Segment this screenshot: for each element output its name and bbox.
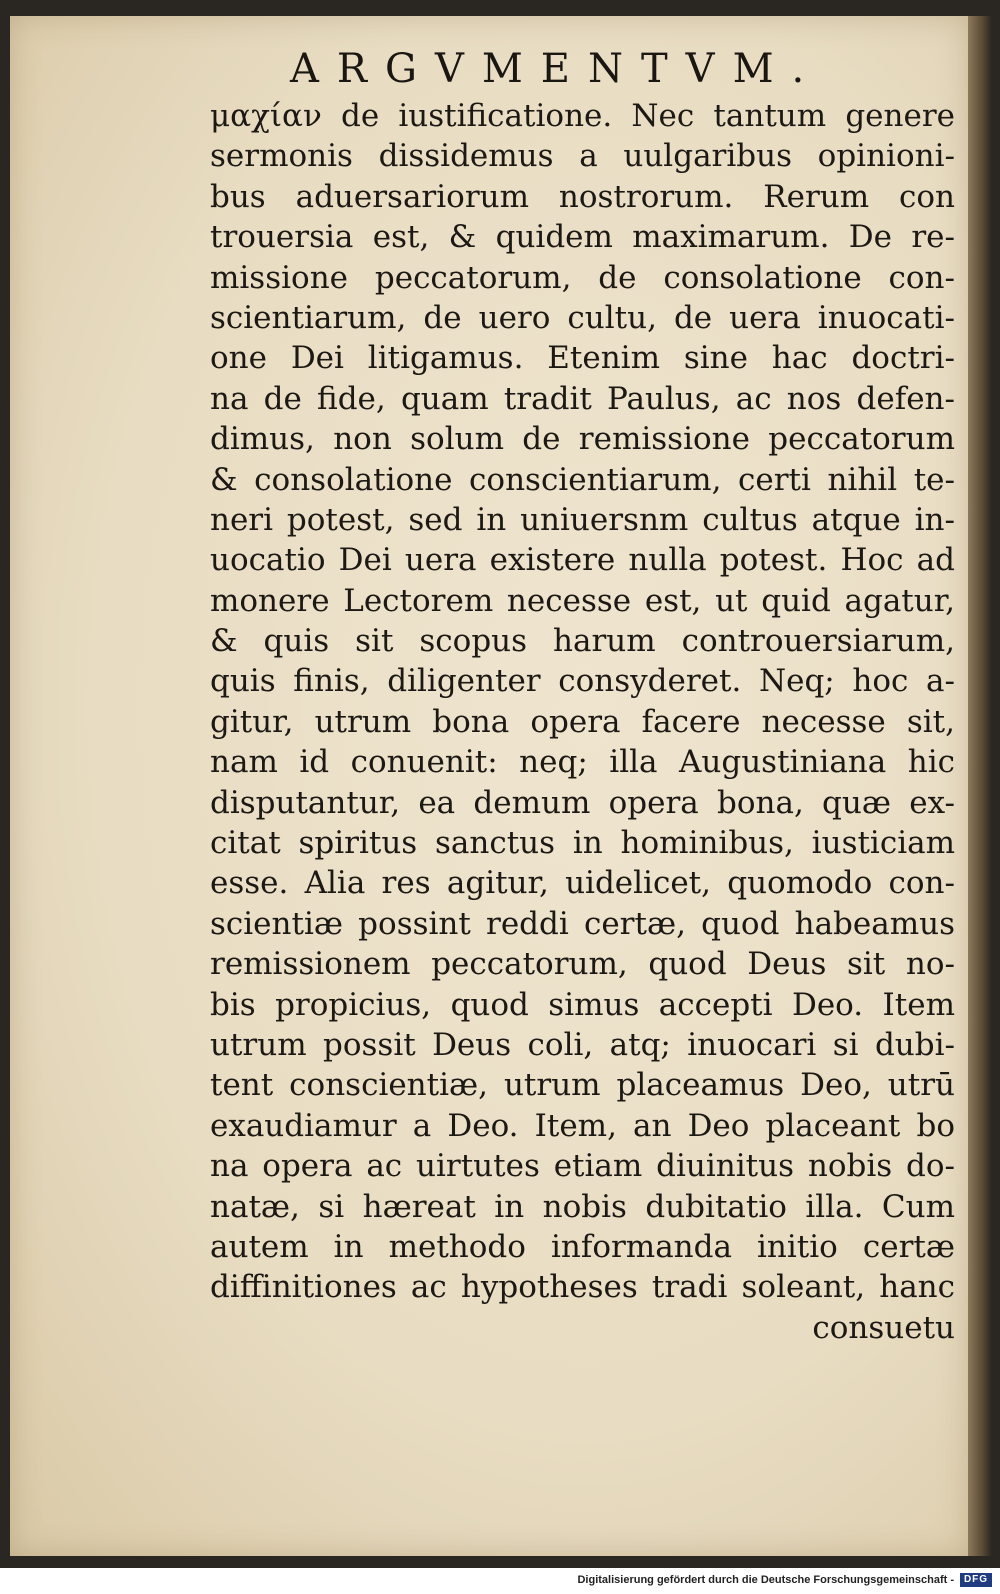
catchword: consuetu [812, 1309, 955, 1346]
text-line: one Dei litigamus. Etenim sine hac doctri- [210, 340, 955, 377]
text-line: citat spiritus sanctus in hominibus, iusticiam [210, 825, 955, 862]
text-line: & consolatione conscientiarum, certi nihil te- [210, 461, 955, 498]
text-line: autem in methodo informanda initio certæ [210, 1228, 955, 1265]
text-line: missione peccatorum, de consolatione con- [210, 259, 955, 296]
text-line: bis propicius, quod simus accepti Deo. Item [210, 986, 955, 1023]
text-line: bus aduersariorum nostrorum. Rerum con [210, 178, 955, 215]
text-line: μαχίαν de iustificatione. Nec tantum genere [210, 98, 955, 134]
text-line: diffinitiones ac hypotheses tradi soleant, hanc [210, 1269, 955, 1306]
text-line: disputantur, ea demum opera bona, quæ ex- [210, 784, 955, 821]
running-heading: ARGVMENTVM. [290, 46, 823, 92]
text-line: scientiæ possint reddi certæ, quod habeamus [210, 905, 955, 942]
text-line: na de fide, quam tradit Paulus, ac nos defen- [210, 380, 955, 417]
body-text [210, 96, 955, 1348]
text-line: nam id conuenit: neq; illa Augustiniana hic [210, 744, 955, 781]
text-line: natæ, si hæreat in nobis dubitatio illa. Cum [210, 1188, 955, 1225]
dfg-logo: DFG [960, 1573, 992, 1587]
text-line: & quis sit scopus harum controuersiarum, [210, 623, 955, 660]
text-line: esse. Alia res agitur, uidelicet, quomodo con- [210, 865, 955, 902]
text-line: gitur, utrum bona opera facere necesse sit, [210, 703, 955, 740]
text-line: monere Lectorem necesse est, ut quid agatur, [210, 582, 955, 619]
text-line: utrum possit Deus coli, atq; inuocari si dubi- [210, 1026, 955, 1063]
text-line: exaudiamur a Deo. Item, an Deo placeant bo [210, 1107, 955, 1144]
text-line: neri potest, sed in uniuersnm cultus atque in- [210, 501, 955, 538]
text-line: tent conscientiæ, utrum placeamus Deo, utrū [210, 1067, 955, 1104]
text-line: scientiarum, de uero cultu, de uera inuocati- [210, 299, 955, 336]
text-line: na opera ac uirtutes etiam diuinitus nobis do- [210, 1148, 955, 1185]
text-line: sermonis dissidemus a uulgaribus opinioni- [210, 138, 955, 175]
text-line: uocatio Dei uera existere nulla potest. Hoc ad [210, 542, 955, 579]
text-line: quis finis, diligenter consyderet. Neq; hoc a- [210, 663, 955, 700]
funding-credit: Digitalisierung gefördert durch die Deutsche Forschungsgemeinschaft - [577, 1574, 954, 1586]
page-edge [968, 16, 992, 1556]
text-line: remissionem peccatorum, quod Deus sit no- [210, 946, 955, 983]
text-line: dimus, non solum de remissione peccatorum [210, 421, 955, 458]
text-line: trouersia est, & quidem maximarum. De re- [210, 219, 955, 256]
